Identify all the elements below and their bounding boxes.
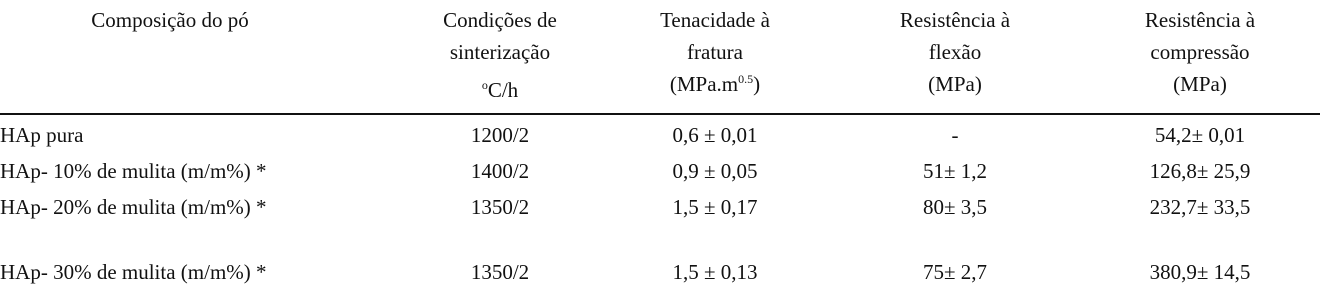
cell-composition: HAp pura <box>0 123 84 147</box>
cell-flexural: 75± 2,7 <box>922 260 988 284</box>
cell-compressive: 232,7± 33,5 <box>1149 195 1251 219</box>
cell-composition: HAp- 10% de mulita (m/m%) * <box>0 159 267 183</box>
header-compressive-unit: (MPa) <box>1173 72 1227 96</box>
cell-flexural: - <box>951 123 959 147</box>
header-toughness-line2: fratura <box>687 40 743 64</box>
header-toughness-unit-base: (MPa.m <box>669 72 739 96</box>
cell-flexural: 80± 3,5 <box>922 195 988 219</box>
header-sintering-line1: Condições de <box>443 8 557 32</box>
cell-flexural: 51± 1,2 <box>922 159 988 183</box>
header-toughness-unit-close: ) <box>753 72 761 96</box>
cell-toughness: 1,5 ± 0,17 <box>672 195 758 219</box>
header-compressive-line2: compressão <box>1150 40 1250 64</box>
cell-compressive: 54,2± 0,01 <box>1154 123 1246 147</box>
header-flexural-unit: (MPa) <box>928 72 982 96</box>
header-flexural-line1: Resistência à <box>899 8 1011 32</box>
degree-superscript: o <box>481 78 488 92</box>
header-sintering-line2: sinterização <box>449 40 551 64</box>
cell-sintering: 1350/2 <box>470 195 530 219</box>
header-flexural <box>845 4 1065 100</box>
cell-compressive: 380,9± 14,5 <box>1149 260 1251 284</box>
header-compressive <box>1090 4 1310 100</box>
header-composition-label: Composição do pó <box>91 8 249 32</box>
cell-composition: HAp- 20% de mulita (m/m%) * <box>0 195 267 219</box>
header-toughness-unit <box>615 68 815 100</box>
header-composition <box>0 4 340 36</box>
header-sintering-unit <box>410 74 590 106</box>
cell-toughness: 0,6 ± 0,01 <box>672 123 758 147</box>
exponent-superscript: 0.5 <box>738 72 754 86</box>
cell-compressive: 126,8± 25,9 <box>1149 159 1251 183</box>
header-sintering-unit-text: C/h <box>487 78 519 102</box>
header-rule <box>0 113 1320 115</box>
table-row <box>0 254 1320 290</box>
header-toughness-line1: Tenacidade à <box>660 8 770 32</box>
header-flexural-line2: flexão <box>928 40 982 64</box>
table-row <box>0 153 1320 189</box>
table-row <box>0 117 1320 153</box>
cell-sintering: 1350/2 <box>470 260 530 284</box>
header-sintering <box>410 4 590 106</box>
header-compressive-line1: Resistência à <box>1144 8 1256 32</box>
table-row <box>0 189 1320 225</box>
cell-toughness: 0,9 ± 0,05 <box>672 159 758 183</box>
header-toughness <box>615 4 815 100</box>
cell-toughness: 1,5 ± 0,13 <box>672 260 758 284</box>
cell-sintering: 1400/2 <box>470 159 530 183</box>
cell-composition: HAp- 30% de mulita (m/m%) * <box>0 260 267 284</box>
cell-sintering: 1200/2 <box>470 123 530 147</box>
